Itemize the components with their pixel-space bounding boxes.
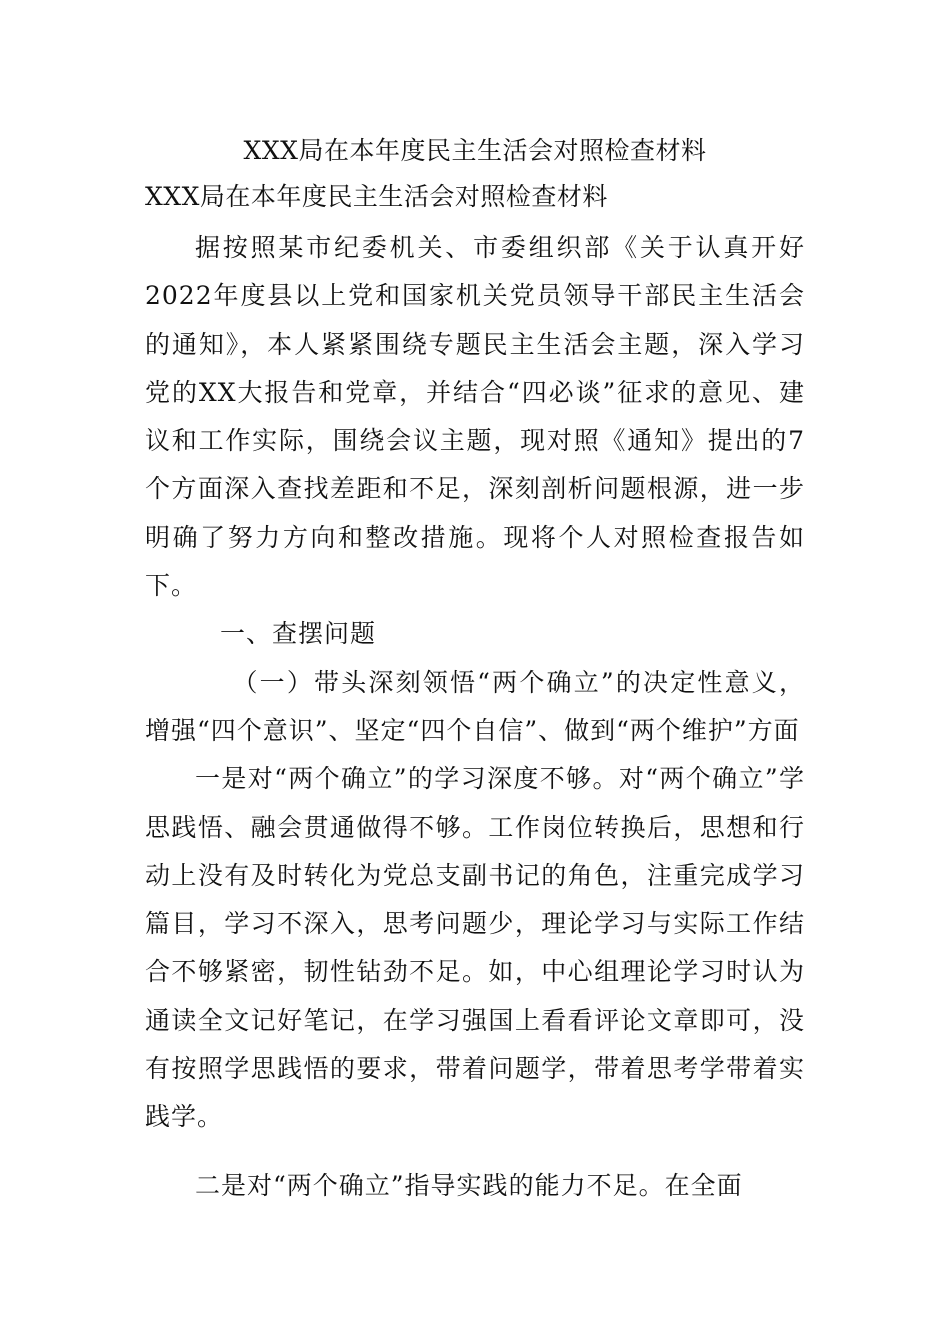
point-two-paragraph: 二是对“两个确立”指导实践的能力不足。在全面: [195, 1170, 743, 1200]
document-subtitle: XXX局在本年度民主生活会对照检查材料: [145, 182, 608, 211]
intro-paragraph: 据按照某市纪委机关、市委组织部《关于认真开好2022年度县以上党和国家机关党员领导干部民主生活会的通知》，本人紧紧围绕专题民主生活会主题，深入学习党的XX大报告和党章，并结合“四必谈”征求的意见、建议和工作实际，围绕会议主题，现对照《通知》提出的7个方面深入查找差距和不足，深刻剖析问题根源，进一步明确了努力方向和整改措施。现将个人对照检查报告如下。: [145, 233, 805, 601]
point-one-paragraph: 一是对“两个确立”的学习深度不够。对“两个确立”学思践悟、融会贯通做得不够。工作岗位转换后，思想和行动上没有及时转化为党总支副书记的角色，注重完成学习篇目，学习不深入，思考问题少，理论学习与实际工作结合不够紧密，韧性钻劲不足。如，中心组理论学习时认为通读全文记好笔记，在学习强国上看看评论文章即可，没有按照学思践悟的要求，带着问题学，带着思考学带着实践学。: [145, 764, 805, 1132]
section-heading-one: 一、查摆问题: [220, 619, 377, 649]
document-title: XXX局在本年度民主生活会对照检查材料: [243, 136, 707, 165]
subsection-heading-one: （一）带头深刻领悟“两个确立”的决定性意义，增强“四个意识”、坚定“四个自信”、做到“两个维护”方面: [145, 667, 805, 745]
document-body: [145, 128, 805, 1210]
